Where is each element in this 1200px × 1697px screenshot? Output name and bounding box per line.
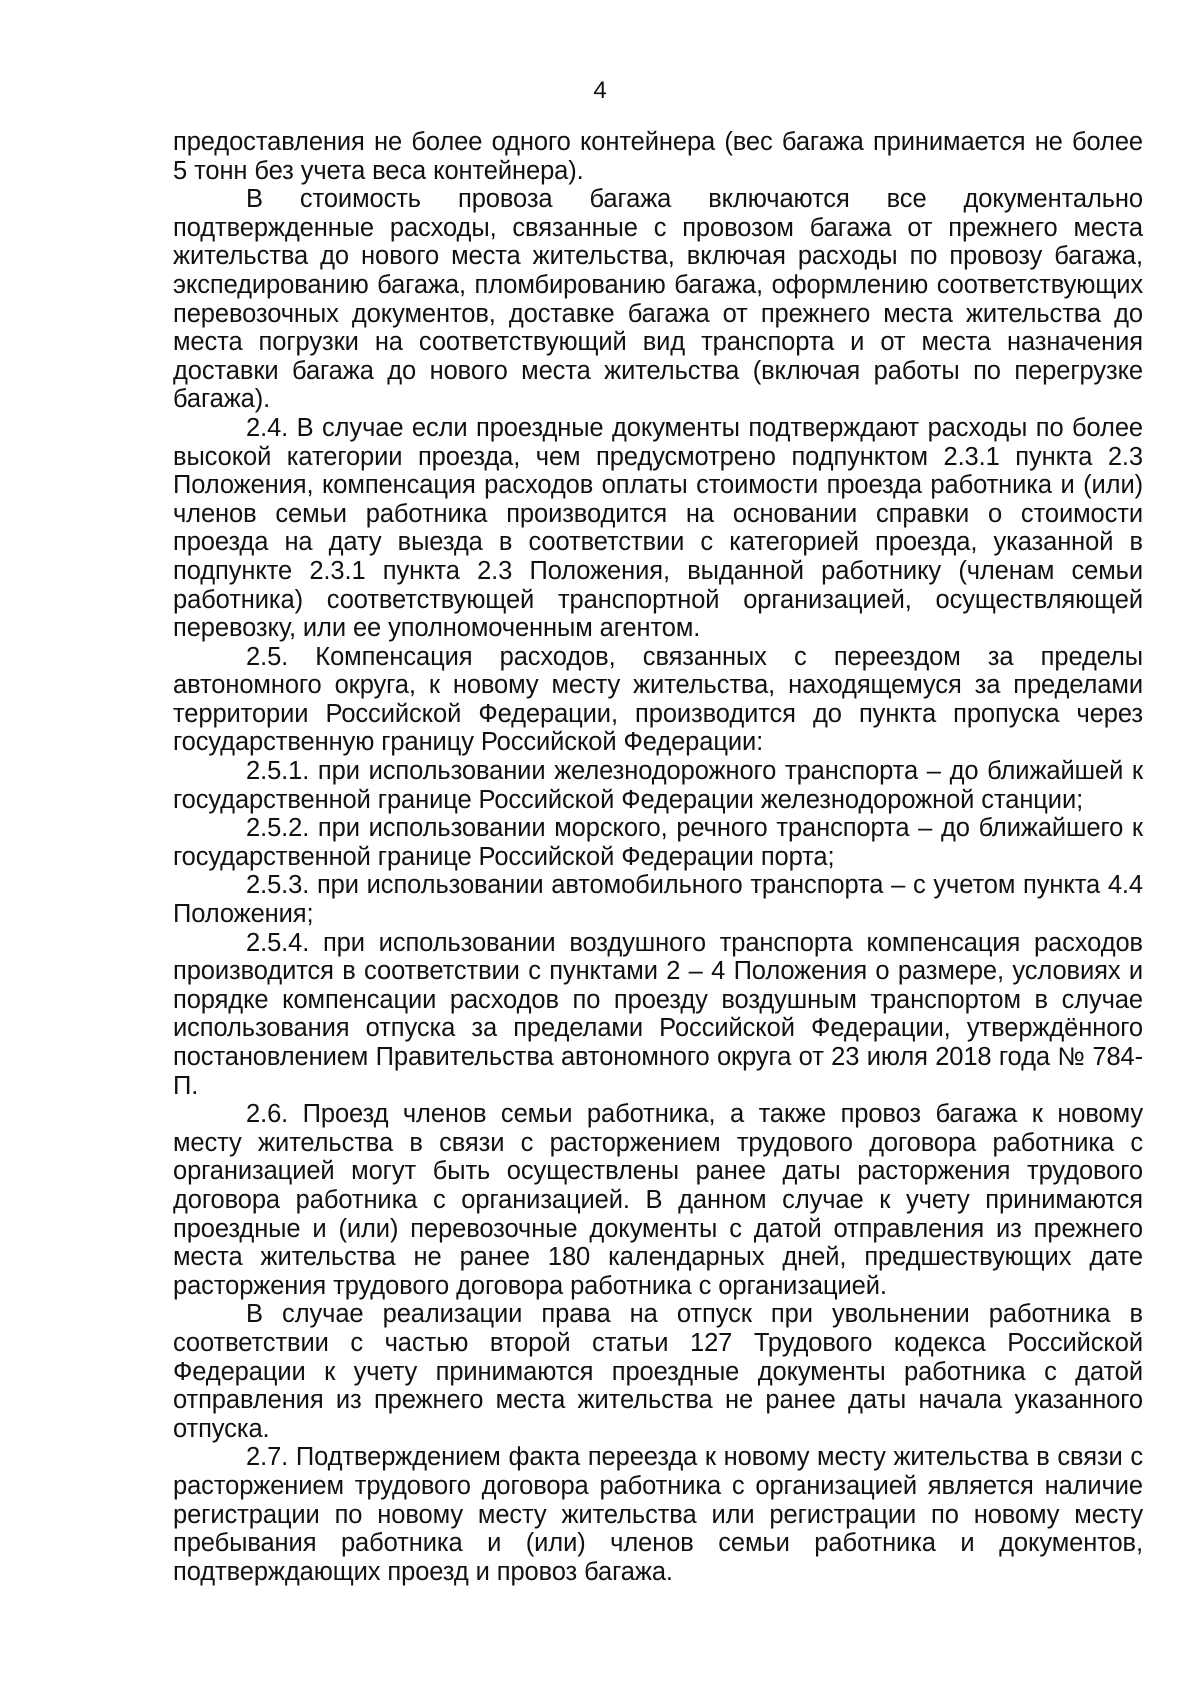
document-body [173, 128, 1143, 1586]
paragraph-continuation: предоставления не более одного контейнера (вес багажа принимается не более 5 тонн без учета веса контейнера). [173, 128, 1143, 185]
paragraph-2-6-leave: В случае реализации права на отпуск при увольнении работника в соответствии с частью второй статьи 127 Трудового кодекса Российской Федерации к учету принимаются проездные документы работника с датой отправления из прежнего места жительства не ранее даты начала указанного отпуска. [173, 1300, 1143, 1443]
paragraph-2-5-2: 2.5.2. при использовании морского, речного транспорта – до ближайшего к государственной границе Российской Федерации порта; [173, 814, 1143, 871]
paragraph-2-4: 2.4. В случае если проездные документы подтверждают расходы по более высокой категории проезда, чем предусмотрено подпунктом 2.3.1 пункта 2.3 Положения, компенсация расходов оплаты стоимости проезда работника и (или) членов семьи работника производится на основании справки о стоимости проезда на дату выезда в соответствии с категорией проезда, указанной в подпункте 2.3.1 пункта 2.3 Положения, выданной работнику (членам семьи работника) соответствующей транспортной организацией, осуществляющей перевозку, или ее уполномоченным агентом. [173, 413, 1143, 643]
paragraph-baggage-cost: В стоимость провоза багажа включаются все документально подтвержденные расходы, связанные с провозом багажа от прежнего места жительства до нового места жительства, включая расходы по провозу багажа, экспедированию багажа, пломбированию багажа, оформлению соответствующих перевозочных документов, доставке багажа от прежнего места жительства до места погрузки на соответствующий вид транспорта и от места назначения доставки багажа до нового места жительства (включая работы по перегрузке багажа). [173, 185, 1143, 414]
page-number: 4 [593, 77, 607, 104]
paragraph-2-5-3: 2.5.3. при использовании автомобильного транспорта – с учетом пункта 4.4 Положения; [173, 871, 1143, 929]
paragraph-2-5-1: 2.5.1. при использовании железнодорожного транспорта – до ближайшей к государственной границе Российской Федерации железнодорожной станции; [173, 757, 1143, 814]
paragraph-2-5-4: 2.5.4. при использовании воздушного транспорта компенсация расходов производится в соответствии с пунктами 2 – 4 Положения о размере, условиях и порядке компенсации расходов по проезду воздушным транспортом в случае использования отпуска за пределами Российской Федерации, утверждённого постановлением Правительства автономного округа от 23 июля 2018 года № 784-П. [173, 928, 1143, 1100]
paragraph-2-5: 2.5. Компенсация расходов, связанных с переездом за пределы автономного округа, к новому месту жительства, находящемуся за пределами территории Российской Федерации, производится до пункта пропуска через государственную границу Российской Федерации: [173, 642, 1143, 757]
paragraph-2-7: 2.7. Подтверждением факта переезда к новому месту жительства в связи с расторжением трудового договора работника с организацией является наличие регистрации по новому месту жительства или регистрации по новому месту пребывания работника и (или) членов семьи работника и документов, подтверждающих проезд и провоз багажа. [173, 1443, 1143, 1586]
paragraph-2-6: 2.6. Проезд членов семьи работника, а также провоз багажа к новому месту жительства в связи с расторжением трудового договора работника с организацией могут быть осуществлены ранее даты расторжения трудового договора работника с организацией. В данном случае к учету принимаются проездные и (или) перевозочные документы с датой отправления из прежнего места жительства не ранее 180 календарных дней, предшествующих дате расторжения трудового договора работника с организацией. [173, 1100, 1143, 1300]
